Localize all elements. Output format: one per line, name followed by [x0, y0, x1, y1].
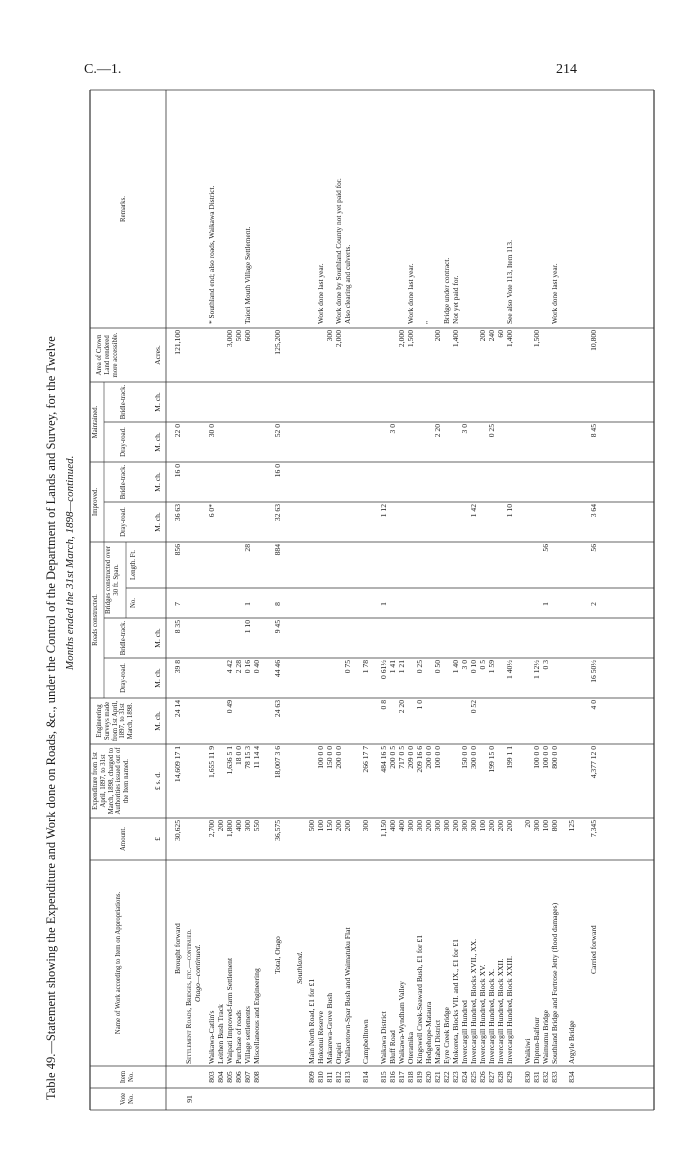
cell-item: 823	[451, 1071, 460, 1083]
vote-number: 91	[185, 1095, 194, 1103]
cell-area: 1,400	[505, 330, 514, 348]
cell-idray: 1 42	[469, 504, 478, 518]
cell-blen: 28	[243, 544, 252, 552]
cell-item: 812	[334, 1071, 343, 1083]
header-bridges: Bridges constructed over 30 ft. Span.	[105, 546, 120, 614]
cell-area: 121,100	[173, 330, 182, 355]
cell-name: Carried forward	[589, 925, 598, 974]
cell-name: Waikawa District	[379, 1011, 388, 1064]
table-title-line-1: Table 49.—Statement showing the Expenditure and Work done on Roads, &c., under the Control of the Department of Lands and Survey, for the Twelve	[44, 336, 58, 1100]
expenditure-table	[90, 90, 655, 1110]
cell-dray: 0 75	[343, 660, 352, 674]
cell-item: 819	[415, 1071, 424, 1083]
cell-exp: 1,636 5 1	[225, 746, 234, 775]
cell-exp: 100 0 0	[433, 746, 442, 769]
cell-eng: 1 0	[415, 700, 424, 710]
header-amount: Amount.	[120, 827, 127, 851]
cell-item: 809	[307, 1071, 316, 1083]
cell-eng: 0 8	[379, 700, 388, 710]
header-imp-dray-road: Dray-road.	[120, 507, 127, 537]
unit-mnt-dray: M. ch.	[153, 432, 162, 452]
cell-name: Miscellaneous and Engineering	[252, 968, 261, 1064]
cell-item: 826	[478, 1071, 487, 1083]
unit-rc-dray: M. ch.	[153, 668, 162, 688]
cell-exp: 100 0 0	[541, 746, 550, 769]
cell-amount: 800	[550, 820, 559, 832]
unit-imp-bridle: M. ch.	[153, 472, 162, 492]
cell-item: 829	[505, 1071, 514, 1083]
cell-remarks: Work done last year.	[406, 263, 415, 324]
cell-amount: 100	[541, 820, 550, 832]
unit-area: Acres.	[153, 345, 162, 365]
cell-name: Argyle Bridge	[567, 1020, 576, 1064]
cell-eng: 24 63	[273, 700, 282, 718]
cell-item: 828	[496, 1071, 505, 1083]
cell-exp: 1,655 11 9	[207, 746, 216, 778]
cell-item: 811	[325, 1071, 334, 1083]
cell-eng: 4 0	[589, 700, 598, 710]
cell-dray: 0 3	[541, 660, 550, 670]
cell-exp: 199 1 1	[505, 746, 514, 769]
cell-area: 2,000	[334, 330, 343, 348]
cell-name: Invercargill Hundred, Block XV.	[478, 964, 487, 1064]
cell-amount: 300	[460, 820, 469, 832]
cell-item: 827	[487, 1071, 496, 1083]
cell-item: 833	[550, 1071, 559, 1083]
cell-amount: 36,575	[273, 820, 282, 841]
header-mnt-bridle-track: Bridle-track.	[120, 384, 127, 420]
cell-dray: 0 10	[469, 660, 478, 674]
cell-idray: 6 0*	[207, 504, 216, 518]
cell-area: 3,000	[225, 330, 234, 348]
header-roads-constructed: Roads constructed.	[92, 594, 99, 646]
cell-amount: 200	[216, 820, 225, 832]
cell-exp: 11 14 4	[252, 746, 261, 769]
table-title	[42, 100, 84, 1100]
cell-name: Southland Bridge and Fortrose Jetty (flood damages)	[550, 902, 559, 1064]
header-improved: Improved.	[92, 487, 99, 517]
cell-dray: 0 5	[478, 660, 487, 670]
cell-item: 832	[541, 1071, 550, 1083]
cell-area: 2,000	[397, 330, 406, 348]
cell-amount: 300	[243, 820, 252, 832]
cell-blen: 56	[541, 544, 550, 552]
cell-item: 803	[207, 1071, 216, 1083]
header-engineering-surveys: Engineering Surveys made from 1st April, 1897, to 31st March, 1898.	[96, 700, 135, 742]
cell-item: 834	[567, 1071, 576, 1083]
cell-amount: 200	[343, 820, 352, 832]
header-imp-bridle-track: Bridle-track.	[120, 464, 127, 500]
cell-exp: 100 0 0	[532, 746, 541, 769]
cell-area: 1,400	[451, 330, 460, 348]
cell-exp: 199 15 0	[487, 746, 496, 773]
cell-name: Invercargill Hundred, Block XXII.	[496, 958, 505, 1064]
cell-area: 60	[496, 330, 505, 338]
cell-name: Waimumu Bridge	[541, 1009, 550, 1064]
cell-name: Kingswell Creek-Seaward Bush, £1 for £1	[415, 934, 424, 1064]
cell-item: 824	[460, 1071, 469, 1083]
cell-bridle: 8 35	[173, 620, 182, 634]
cell-dray: 44 46	[273, 660, 282, 678]
cell-name: Village settlements	[243, 1006, 252, 1064]
cell-amount: 30,625	[173, 820, 182, 841]
cell-remarks: Work done by Southland County not yet paid for.	[334, 178, 343, 324]
cell-amount: 150	[325, 820, 334, 832]
cell-dray: 0 25	[415, 660, 424, 674]
cell-exp: 4,377 12 0	[589, 746, 598, 779]
cell-remarks: Bridge under contract.	[442, 257, 451, 324]
cell-amount: 400	[397, 820, 406, 832]
cell-amount: 500	[307, 820, 316, 832]
cell-mdray: 30 0	[207, 424, 216, 438]
cell-exp: 484 16 5	[379, 746, 388, 773]
cell-dray: 1 21	[397, 660, 406, 674]
cell-exp: 266 17 7	[361, 746, 370, 773]
cell-exp: 150 0 0	[460, 746, 469, 769]
cell-bno: 1	[243, 602, 252, 606]
cell-name: Dipton-Balfour	[532, 1017, 541, 1064]
header-rc-dray-road: Dray-road.	[120, 663, 127, 693]
cell-remarks: Taiori Mouth Village Settlement.	[243, 226, 252, 324]
cell-exp: 18 0 0	[234, 746, 243, 765]
cell-mdray: 8 45	[589, 424, 598, 438]
cell-dray: 39 8	[173, 660, 182, 674]
cell-item: 817	[397, 1071, 406, 1083]
cell-name: Main North Road, £1 for £1	[307, 978, 316, 1064]
unit-rc-bridle: M. ch.	[153, 628, 162, 648]
cell-dray: 0 16	[243, 660, 252, 674]
cell-amount: 200	[424, 820, 433, 832]
cell-idray: 1 12	[379, 504, 388, 518]
cell-amount: 300	[406, 820, 415, 832]
cell-name: Campbelltown	[361, 1019, 370, 1064]
cell-amount: 100	[478, 820, 487, 832]
cell-area: 1,500	[406, 330, 415, 348]
cell-exp: 717 0 5	[397, 746, 406, 769]
header-rc-bridle-track: Bridle-track.	[120, 620, 127, 656]
cell-area: 1,500	[532, 330, 541, 348]
cell-item: 806	[234, 1071, 243, 1083]
cell-blen: 856	[173, 544, 182, 556]
table-title-line-2: Months ended the 31st March, 1898—continued.	[64, 455, 76, 670]
cell-exp: 300 0 0	[469, 746, 478, 769]
cell-name: Purchase of roads	[234, 1010, 243, 1064]
cell-amount: 200	[334, 820, 343, 832]
cell-item: 825	[469, 1071, 478, 1083]
cell-name: Waikawa-Wyndham Valley	[397, 981, 406, 1064]
cell-amount: 1,150	[379, 820, 388, 838]
cell-name: Leithen Bush Track	[216, 1004, 225, 1064]
cell-remarks: See also Vote 113, Item 113.	[505, 240, 514, 324]
cell-bridle: 9 45	[273, 620, 282, 634]
cell-name: Bluff Road	[388, 1030, 397, 1064]
header-area-crown-land: Area of Crown Land rendered more accessible.	[96, 332, 119, 378]
cell-name: Oteramika	[406, 1031, 415, 1064]
cell-amount: 300	[532, 820, 541, 832]
cell-item: 831	[532, 1071, 541, 1083]
cell-idray: 32 63	[273, 504, 282, 522]
unit-expenditure: £ s. d.	[153, 771, 162, 791]
cell-amount: 1,800	[225, 820, 234, 838]
cell-eng: 24 14	[173, 700, 182, 718]
cell-exp: 200 0 0	[334, 746, 343, 769]
cell-remarks: "	[424, 320, 433, 324]
cell-eng: 0 49	[225, 700, 234, 714]
cell-mdray: 2 20	[433, 424, 442, 438]
cell-dray: 3 0	[460, 660, 469, 670]
cell-ibridle: 16 0	[273, 464, 282, 478]
cell-dray: 0 61½	[379, 660, 388, 679]
cell-area: 10,800	[589, 330, 598, 351]
cell-remarks: Work done last year.	[316, 263, 325, 324]
cell-item: 821	[433, 1071, 442, 1083]
cell-remarks: * Southland end; also roads, Waikawa District.	[207, 185, 216, 324]
cell-amount: 2,700	[207, 820, 216, 838]
cell-idray: 3 64	[589, 504, 598, 518]
cell-amount: 20	[523, 820, 532, 828]
header-item-no: Item No.	[120, 1070, 135, 1084]
cell-eng: 0 52	[469, 700, 478, 714]
cell-mdray: 3 0	[460, 424, 469, 434]
unit-mnt-bridle: M. ch.	[153, 392, 162, 412]
cell-dray: 1 78	[361, 660, 370, 674]
cell-exp: 209 16 6	[415, 746, 424, 773]
cell-exp: 150 0 0	[325, 746, 334, 769]
cell-item: 816	[388, 1071, 397, 1083]
header-mnt-dray-road: Dray-road.	[120, 427, 127, 457]
cell-item: 814	[361, 1071, 370, 1083]
cell-area: 600	[243, 330, 252, 342]
document-reference: C.—1.	[84, 62, 122, 77]
cell-name: Wallacetown-Spar Bush and Waimatuku Flat	[343, 927, 352, 1064]
cell-amount: 400	[388, 820, 397, 832]
cell-amount: 200	[487, 820, 496, 832]
cell-amount: 7,345	[589, 820, 598, 838]
cell-exp: 200 0 5	[388, 746, 397, 769]
cell-name: Waipati Improved-farm Settlement	[225, 957, 234, 1064]
cell-area: 240	[487, 330, 496, 342]
cell-area: 500	[234, 330, 243, 342]
cell-amount: 125	[567, 820, 576, 832]
page-number: 214	[556, 62, 577, 77]
cell-area: 200	[433, 330, 442, 342]
cell-area: 300	[325, 330, 334, 342]
cell-bridle: 1 10	[243, 620, 252, 634]
unit-imp-dray: M. ch.	[153, 512, 162, 532]
cell-dray: 2 28	[234, 660, 243, 674]
cell-amount: 300	[469, 820, 478, 832]
cell-ibridle: 16 0	[173, 464, 182, 478]
cell-name: Invercargill Hundred	[460, 1000, 469, 1064]
cell-name: Settlement Roads, Bridges, etc.—continued.	[184, 929, 193, 1064]
cell-dray: 1 59	[487, 660, 496, 674]
cell-exp: 209 0 0	[406, 746, 415, 769]
cell-dray: 1 12½	[532, 660, 541, 679]
cell-amount: 300	[361, 820, 370, 832]
cell-remarks: Work done last year.	[550, 263, 559, 324]
cell-name: Makarewa-Grove Bush	[325, 992, 334, 1064]
cell-name: Eyre Creek Bridge	[442, 1007, 451, 1064]
unit-amount: £	[153, 837, 162, 841]
cell-name: Brought forward	[173, 923, 182, 974]
cell-item: 804	[216, 1071, 225, 1083]
cell-area: 125,200	[273, 330, 282, 355]
cell-item: 807	[243, 1071, 252, 1083]
cell-dray: 0 50	[433, 660, 442, 674]
cell-name: Hokonui Reserve	[316, 1011, 325, 1064]
cell-name: Mokoreta, Blocks VII. and IX., £1 for £1	[451, 939, 460, 1064]
cell-amount: 550	[252, 820, 261, 832]
cell-bno: 7	[173, 602, 182, 606]
cell-dray: 0 40	[252, 660, 261, 674]
cell-bno: 2	[589, 602, 598, 606]
cell-bno: 8	[273, 602, 282, 606]
cell-name: Southland.	[295, 951, 304, 984]
cell-name: Invercargill Hundred, Block X.	[487, 969, 496, 1064]
header-bridges-no: No.	[130, 598, 137, 609]
cell-item: 808	[252, 1071, 261, 1083]
cell-name: Otapiri	[334, 1042, 343, 1064]
cell-name: Mabel District	[433, 1019, 442, 1064]
cell-amount: 200	[451, 820, 460, 832]
cell-mdray: 22 0	[173, 424, 182, 438]
cell-item: 815	[379, 1071, 388, 1083]
cell-amount: 300	[442, 820, 451, 832]
rotated-table-page	[42, 90, 660, 1110]
unit-engineering: M. ch.	[153, 711, 162, 731]
cell-exp: 18,007 3 6	[273, 746, 282, 779]
cell-area: 200	[478, 330, 487, 342]
cell-amount: 200	[505, 820, 514, 832]
cell-remarks: Also clearing and culverts.	[343, 244, 352, 324]
cell-amount: 300	[415, 820, 424, 832]
cell-amount: 300	[433, 820, 442, 832]
cell-idray: 1 10	[505, 504, 514, 518]
cell-item: 822	[442, 1071, 451, 1083]
cell-bno: 1	[379, 602, 388, 606]
cell-dray: 1 40½	[505, 660, 514, 679]
cell-name: Hedgehope-Mataura	[424, 1001, 433, 1064]
cell-item: 813	[343, 1071, 352, 1083]
cell-mdray: 0 25	[487, 424, 496, 438]
cell-remarks: Not yet paid for.	[451, 275, 460, 324]
cell-dray: 16 50½	[589, 660, 598, 683]
cell-amount: 100	[316, 820, 325, 832]
cell-amount: 200	[496, 820, 505, 832]
cell-blen: 56	[589, 544, 598, 552]
header-expenditure: Expenditure from 1st April, 1897, to 31st March, 1898, charged to Authorities issued out of the Item named.	[92, 747, 131, 815]
cell-exp: 800 0 0	[550, 746, 559, 769]
cell-amount: 400	[234, 820, 243, 832]
header-maintained: Maintained.	[92, 405, 99, 439]
cell-name: Total, Otago	[273, 936, 282, 974]
cell-dray: 1 41	[388, 660, 397, 674]
cell-item: 820	[424, 1071, 433, 1083]
header-remarks: Remarks.	[120, 196, 127, 222]
cell-blen: 884	[273, 544, 282, 556]
header-name-of-work: Name of Work according to Item on Appropriations.	[115, 891, 122, 1035]
cell-mdray: 3 0	[388, 424, 397, 434]
cell-item: 805	[225, 1071, 234, 1083]
cell-item: 810	[316, 1071, 325, 1083]
cell-exp: 200 0 0	[424, 746, 433, 769]
cell-eng: 2 20	[397, 700, 406, 714]
cell-dray: 1 40	[451, 660, 460, 674]
cell-name: Invercargill Hundred, Blocks XVII., XX.	[469, 938, 478, 1064]
header-vote-no: Vote No.	[120, 1092, 135, 1106]
cell-exp: 14,609 17 1	[173, 746, 182, 783]
cell-exp: 100 0 0	[316, 746, 325, 769]
cell-name: Waikawa-Catlin's	[207, 1010, 216, 1064]
cell-bno: 1	[541, 602, 550, 606]
cell-dray: 4 42	[225, 660, 234, 674]
cell-name: Waikiwi	[523, 1038, 532, 1064]
cell-name: Invercargill Hundred, Block XXIII.	[505, 955, 514, 1064]
cell-item: 818	[406, 1071, 415, 1083]
cell-item: 830	[523, 1071, 532, 1083]
cell-exp: 78 15 3	[243, 746, 252, 769]
header-bridges-length: Length. Ft.	[130, 549, 137, 581]
cell-idray: 36 63	[173, 504, 182, 522]
cell-mdray: 52 0	[273, 424, 282, 438]
cell-name: Otago—continued.	[193, 944, 202, 1002]
